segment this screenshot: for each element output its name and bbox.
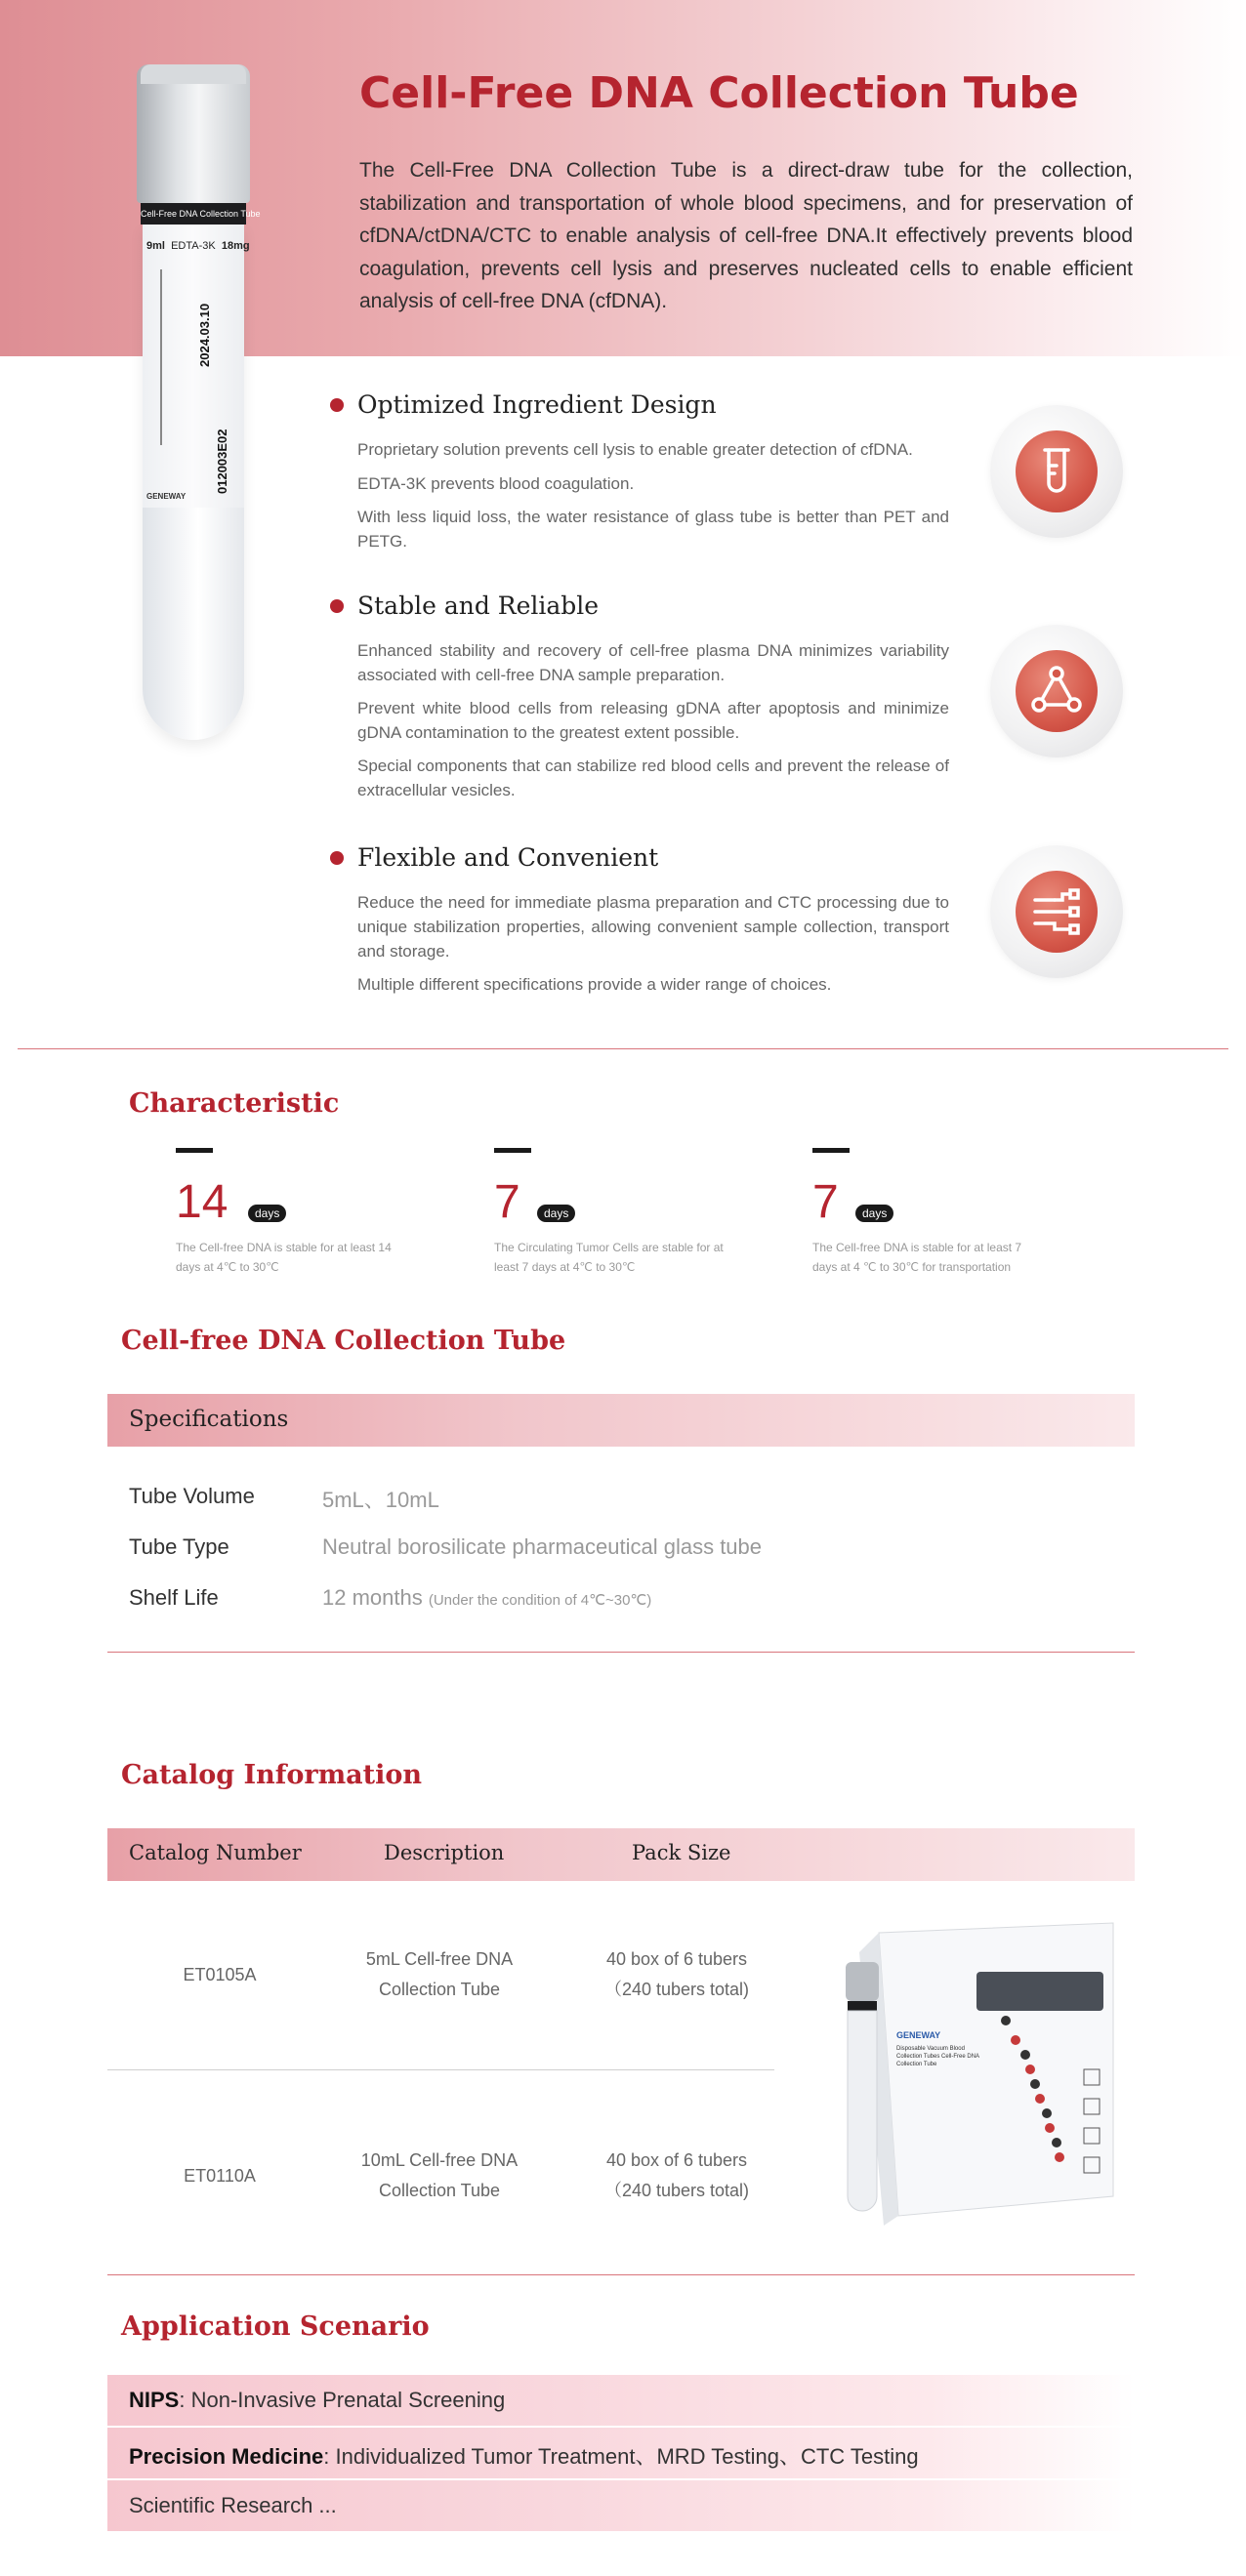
spec-value: 5mL、10mL — [322, 1488, 439, 1512]
spec-label: Shelf Life — [129, 1585, 219, 1610]
tube-cap-top — [141, 64, 246, 84]
catalog-number: ET0110A — [184, 2166, 256, 2186]
catalog-pack: 40 box of 6 tubers （240 tubers total) — [603, 2150, 750, 2200]
product-box-image — [791, 1913, 1123, 2245]
page-title: Cell-Free DNA Collection Tube — [359, 68, 1079, 118]
hero-description: The Cell-Free DNA Collection Tube is a direct-draw tube for the collection, stabilization and transportation of whole blood specimens, and for preservation of cfDNA/ctDNA/CTC to enable analysis of cell-free DNA.It effectively prevents blood coagulation, prevents cell lysis and preserves nucleated cells to enable efficient analysis of cell-free DNA (cfDNA). — [359, 159, 1133, 312]
catalog-title: Catalog Information — [121, 1760, 423, 1790]
feature-text: Reduce the need for immediate plasma preparation and CTC processing due to unique stabilization properties, allowing convenient sample collection, transport and storage. — [357, 893, 949, 961]
days-badge: days — [248, 1205, 286, 1222]
tube-date: 2024.03.10 — [197, 303, 212, 367]
catalog-header: Pack Size — [632, 1841, 731, 1864]
box-title: Disposable Vacuum Blood Collection Tubes Cell-Free DNA Collection Tube — [896, 2046, 979, 2067]
feature-bullet — [330, 599, 344, 613]
catalog-header: Description — [384, 1841, 505, 1864]
days-badge: days — [855, 1205, 893, 1222]
box-brand: GENEWAY — [896, 2030, 941, 2040]
flow-lines-icon — [990, 845, 1123, 978]
tube-spec-text: 9ml EDTA-3K 18mg — [146, 240, 250, 252]
tube-brand: GENEWAY — [146, 492, 187, 501]
feature-bullet — [330, 851, 344, 865]
catalog-pack: 40 box of 6 tubers （240 tubers total) — [603, 1949, 750, 1999]
feature-bullet — [330, 398, 344, 412]
application-item: Scientific Research ... — [129, 2493, 337, 2517]
table-row-divider — [107, 2069, 774, 2070]
char-dash — [176, 1148, 213, 1153]
feature-title: Stable and Reliable — [357, 592, 600, 620]
feature-text: Enhanced stability and recovery of cell-free plasma DNA minimizes variability associated with cell-free DNA sample preparation. — [357, 641, 949, 684]
catalog-number: ET0105A — [183, 1965, 257, 1984]
feature-text: Prevent white blood cells from releasing gDNA after apoptosis and minimize gDNA contamination to the greatest extent possible. — [357, 699, 949, 742]
application-item: NIPS: Non-Invasive Prenatal Screening — [129, 2388, 506, 2412]
triangle-network-icon — [990, 625, 1123, 757]
char-dash — [494, 1148, 531, 1153]
catalog-description: 10mL Cell-free DNA Collection Tube — [360, 2150, 519, 2200]
feature-text: Multiple different specifications provide a wider range of choices. — [357, 975, 832, 994]
char-text: The Cell-free DNA is stable for at least 14 days at 4℃ to 30℃ — [176, 1241, 392, 1274]
spec-value: 12 months (Under the condition of 4℃~30℃) — [322, 1585, 652, 1610]
char-number: 7 — [494, 1176, 520, 1228]
feature-title: Flexible and Convenient — [357, 843, 659, 872]
char-number: 14 — [176, 1176, 228, 1228]
char-text: The Circulating Tumor Cells are stable for at least 7 days at 4℃ to 30℃ — [494, 1241, 724, 1274]
catalog-header: Catalog Number — [129, 1841, 302, 1864]
spec-label: Tube Volume — [129, 1484, 255, 1508]
spec-label: Tube Type — [129, 1534, 229, 1559]
char-text: The Cell-free DNA is stable for at least 7 days at 4 ℃ to 30℃ for transportation — [812, 1241, 1022, 1274]
tube-lot: 012003E02 — [215, 429, 229, 494]
catalog-description: 5mL Cell-free DNA Collection Tube — [365, 1949, 514, 1999]
test-tube-icon — [990, 405, 1123, 538]
section-divider — [107, 1652, 1135, 1653]
specs-section-title: Cell-free DNA Collection Tube — [121, 1326, 566, 1356]
fill-line — [160, 269, 162, 445]
feature-text: EDTA-3K prevents blood coagulation. — [357, 474, 635, 493]
char-dash — [812, 1148, 850, 1153]
specs-band-title: Specifications — [129, 1407, 289, 1432]
characteristic-title: Characteristic — [129, 1088, 340, 1119]
application-item: Precision Medicine: Individualized Tumor Treatment、MRD Testing、CTC Testing — [129, 2444, 919, 2469]
section-divider — [18, 1048, 1228, 1049]
section-divider — [107, 2274, 1135, 2275]
spec-note: (Under the condition of 4℃~30℃) — [428, 1592, 652, 1609]
spec-value: Neutral borosilicate pharmaceutical glass tube — [322, 1534, 763, 1559]
feature-text: Proprietary solution prevents cell lysis to enable greater detection of cfDNA. — [357, 440, 913, 459]
tube-band-text: Cell-Free DNA Collection Tube — [141, 203, 246, 225]
feature-title: Optimized Ingredient Design — [357, 390, 717, 419]
tube-cap — [137, 64, 250, 203]
char-number: 7 — [812, 1176, 839, 1228]
days-badge: days — [537, 1205, 575, 1222]
feature-text: Special components that can stabilize red blood cells and prevent the release of extracellular vesicles. — [357, 756, 949, 799]
feature-text: With less liquid loss, the water resistance of glass tube is better than PET and PETG. — [357, 508, 949, 551]
tube-image — [137, 64, 261, 748]
application-title: Application Scenario — [121, 2311, 430, 2342]
